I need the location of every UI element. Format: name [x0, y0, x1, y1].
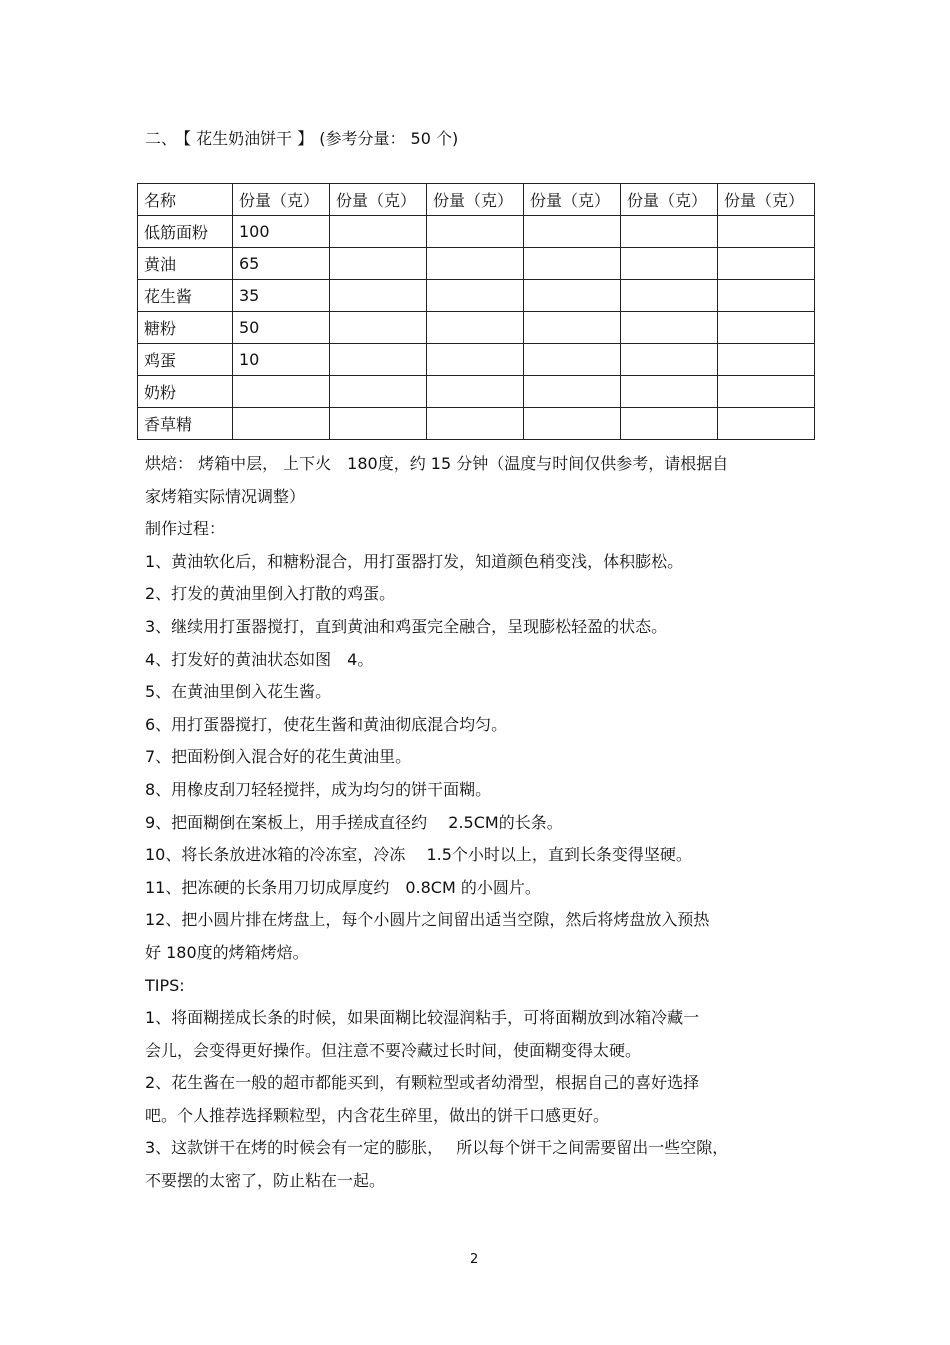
recipe-name: 【 花生奶油饼干 】: [183, 129, 314, 148]
amount-cell: [718, 376, 815, 408]
table-header-row: [138, 184, 815, 216]
amount-cell: [718, 248, 815, 280]
ingredient-name-cell: 鸡蛋: [138, 344, 233, 376]
text-line: 1、将面糊搓成长条的时候，如果面糊比较湿润粘手，可将面糊放到冰箱冷藏一: [145, 1008, 700, 1028]
table-row: [138, 376, 815, 408]
amount-cell: [427, 248, 524, 280]
amount-cell: 100: [233, 216, 330, 248]
table-row: [138, 248, 815, 280]
ingredient-name-cell: 黄油: [138, 248, 233, 280]
amount-cell: [330, 248, 427, 280]
amount-cell: [427, 312, 524, 344]
text-line: 烘焙： 烤箱中层， 上下火 180度，约 15 分钟（温度与时间仅供参考，请根据自: [145, 454, 729, 473]
text-line: 4、打发好的黄油状态如图 4。: [145, 649, 374, 669]
amount-cell: [427, 216, 524, 248]
amount-cell: [524, 376, 621, 408]
amount-cell: [524, 280, 621, 312]
amount-cell: [621, 312, 718, 344]
amount-cell: [524, 408, 621, 440]
text-line: 2、打发的黄油里倒入打散的鸡蛋。: [145, 584, 396, 604]
amount-cell: [621, 216, 718, 248]
text-line: 3、这款饼干在烤的时候会有一定的膨胀， 所以每个饼干之间需要留出一些空隙，: [145, 1138, 729, 1158]
table-header-cell: 份量（克）: [233, 184, 330, 216]
amount-cell: [524, 344, 621, 376]
table-row: [138, 280, 815, 312]
text-line: TIPS:: [145, 975, 185, 995]
table-row: [138, 312, 815, 344]
amount-cell: [718, 408, 815, 440]
ingredient-name-cell: 香草精: [138, 408, 233, 440]
ingredient-name-cell: 糖粉: [138, 312, 233, 344]
table-header-cell: 份量（克）: [524, 184, 621, 216]
amount-cell: [621, 408, 718, 440]
amount-cell: [233, 376, 330, 408]
amount-cell: 50: [233, 312, 330, 344]
amount-cell: [427, 408, 524, 440]
amount-cell: [621, 248, 718, 280]
text-line: 不要摆的太密了，防止粘在一起。: [145, 1171, 386, 1191]
text-line: 家烤箱实际情况调整）: [145, 486, 306, 506]
amount-cell: [621, 344, 718, 376]
text-line: 3、继续用打蛋器搅打，直到黄油和鸡蛋完全融合，呈现膨松轻盈的状态。: [145, 616, 668, 636]
table-header-cell: 名称: [138, 184, 233, 216]
amount-cell: [524, 248, 621, 280]
text-line: 会儿，会变得更好操作。但注意不要冷藏过长时间，使面糊变得太硬。: [145, 1040, 642, 1060]
text-line: 9、把面糊倒在案板上，用手搓成直径约 2.5CM的长条。: [145, 812, 563, 832]
text-line: 12、把小圆片排在烤盘上，每个小圆片之间留出适当空隙，然后将烤盘放入预热: [145, 910, 710, 930]
table-header-cell: 份量（克）: [330, 184, 427, 216]
amount-cell: [718, 216, 815, 248]
table-row: [138, 216, 815, 248]
page-number: 2: [470, 1252, 479, 1267]
table-header-cell: 份量（克）: [718, 184, 815, 216]
table-row: [138, 344, 815, 376]
amount-cell: [330, 280, 427, 312]
amount-cell: [718, 280, 815, 312]
amount-cell: [718, 344, 815, 376]
amount-cell: [621, 376, 718, 408]
text-line: 2、花生酱在一般的超市都能买到，有颗粒型或者幼滑型，根据自己的喜好选择: [145, 1073, 700, 1093]
section-title: [145, 126, 458, 149]
ingredient-table: [137, 183, 815, 440]
amount-cell: [621, 280, 718, 312]
amount-cell: [427, 280, 524, 312]
text-line: 制作过程：: [145, 519, 226, 539]
ingredient-name-cell: 花生酱: [138, 280, 233, 312]
text-line: 10、将长条放进冰箱的冷冻室，冷冻 1.5个小时以上，直到长条变得坚硬。: [145, 845, 692, 865]
recipe-instructions: [145, 448, 795, 1198]
table-row: [138, 408, 815, 440]
amount-cell: [427, 376, 524, 408]
amount-cell: [330, 216, 427, 248]
text-line: 1、黄油软化后，和糖粉混合，用打蛋器打发，知道颜色稍变浅，体积膨松。: [145, 551, 684, 571]
serving-note: (参考分量： 50 个): [319, 129, 459, 148]
amount-cell: 35: [233, 280, 330, 312]
amount-cell: [330, 344, 427, 376]
amount-cell: [330, 408, 427, 440]
table-header-cell: 份量（克）: [621, 184, 718, 216]
amount-cell: [330, 376, 427, 408]
amount-cell: [330, 312, 427, 344]
amount-cell: 65: [233, 248, 330, 280]
text-line: 5、在黄油里倒入花生酱。: [145, 682, 332, 702]
ingredient-name-cell: 奶粉: [138, 376, 233, 408]
text-line: 8、用橡皮刮刀轻轻搅拌，成为均匀的饼干面糊。: [145, 779, 492, 799]
section-number: 二、: [145, 129, 178, 148]
text-line: 11、把冻硬的长条用刀切成厚度约 0.8CM 的小圆片。: [145, 877, 541, 897]
text-line: 好 180度的烤箱烤焙。: [145, 942, 309, 962]
text-line: 6、用打蛋器搅打，使花生酱和黄油彻底混合均匀。: [145, 714, 508, 734]
table-header-cell: 份量（克）: [427, 184, 524, 216]
amount-cell: [524, 216, 621, 248]
amount-cell: [718, 312, 815, 344]
amount-cell: [427, 344, 524, 376]
amount-cell: [233, 408, 330, 440]
ingredient-name-cell: 低筋面粉: [138, 216, 233, 248]
text-line: 吧。个人推荐选择颗粒型，内含花生碎里，做出的饼干口感更好。: [145, 1105, 610, 1125]
amount-cell: [524, 312, 621, 344]
amount-cell: 10: [233, 344, 330, 376]
text-line: 7、把面粉倒入混合好的花生黄油里。: [145, 747, 412, 767]
